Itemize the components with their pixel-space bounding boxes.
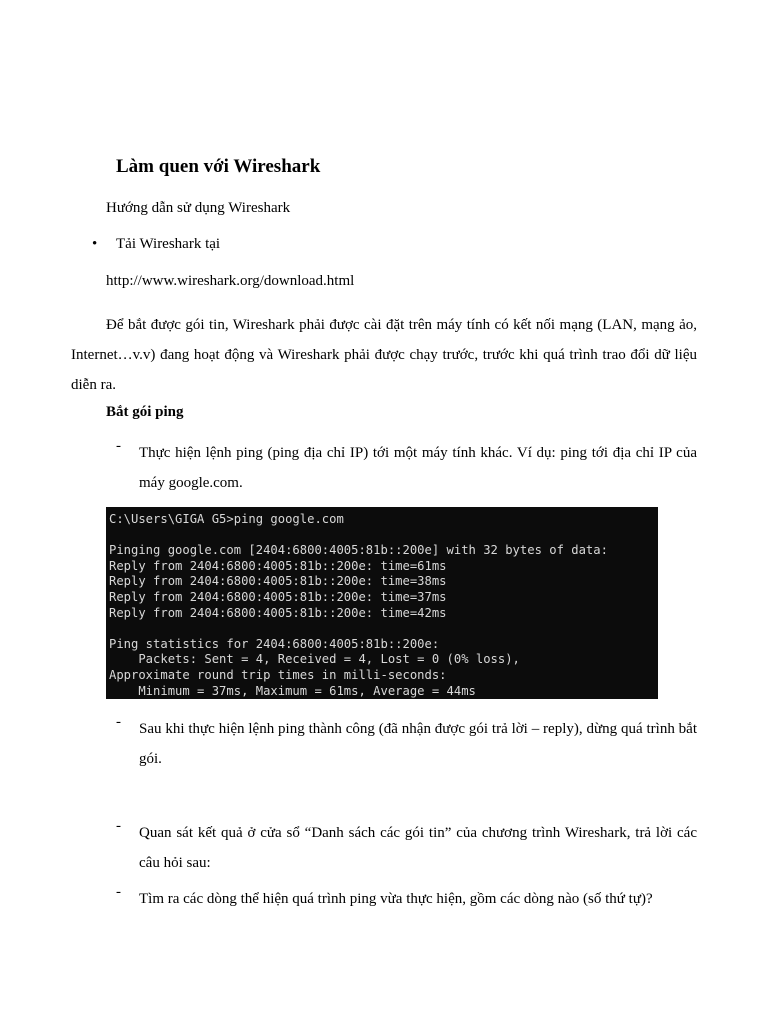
bullet-icon: • [92, 236, 98, 252]
command-prompt-screenshot [106, 507, 658, 699]
section-heading: Bắt gói ping [106, 404, 184, 420]
list-item-text: Quan sát kết quả ở cửa sổ “Danh sách các gói tin” của chương trình Wireshark, trả lời các câu hỏi sau: [139, 825, 697, 871]
console-line [109, 528, 658, 544]
list-item [116, 438, 697, 498]
console-line: Reply from 2404:6800:4005:81b::200e: time=42ms [109, 605, 447, 620]
console-line [109, 621, 658, 637]
console-line: Approximate round trip times in milli-seconds: [109, 667, 447, 682]
console-line: Reply from 2404:6800:4005:81b::200e: time=61ms [109, 558, 447, 573]
console-line: Reply from 2404:6800:4005:81b::200e: time=38ms [109, 574, 447, 589]
console-line: Minimum = 37ms, Maximum = 61ms, Average = 44ms [109, 683, 476, 698]
bullet-text: Tải Wireshark tại [116, 236, 221, 252]
console-line: C:\Users\GIGA G5>ping google.com [109, 512, 344, 526]
list-item-text: Tìm ra các dòng thể hiện quá trình ping vừa thực hiện, gồm các dòng nào (số thứ tự)? [139, 891, 653, 907]
list-item [116, 818, 697, 878]
dash-marker: - [116, 884, 121, 900]
list-item-text: Sau khi thực hiện lệnh ping thành công (đã nhận được gói trả lời – reply), dừng quá trình bắt gói. [139, 721, 697, 767]
document-subtitle: Hướng dẫn sử dụng Wireshark [106, 200, 291, 216]
list-item [116, 714, 697, 774]
list-item-text: Thực hiện lệnh ping (ping địa chỉ IP) tới một máy tính khác. Ví dụ: ping tới địa chỉ IP của máy google.com. [139, 445, 697, 491]
list-item [116, 884, 697, 914]
console-line: Ping statistics for 2404:6800:4005:81b::200e: [109, 636, 440, 651]
dash-marker: - [116, 714, 121, 730]
download-url: http://www.wireshark.org/download.html [106, 273, 355, 289]
console-line: Pinging google.com [2404:6800:4005:81b::200e] with 32 bytes of data: [109, 543, 608, 558]
intro-paragraph-text: Để bắt được gói tin, Wireshark phải được cài đặt trên máy tính có kết nối mạng (LAN, mạng ảo, Internet…v.v) đang hoạt động và Wireshark phải được chạy trước, trước khi quá trình trao đổi dữ liệu diễn ra. [71, 317, 697, 393]
console-line: Reply from 2404:6800:4005:81b::200e: time=37ms [109, 589, 447, 604]
dash-marker: - [116, 438, 121, 454]
console-line: Packets: Sent = 4, Received = 4, Lost = 0 (0% loss), [109, 652, 520, 667]
intro-paragraph [71, 310, 697, 400]
dash-marker: - [116, 818, 121, 834]
document-title: Làm quen với Wireshark [116, 156, 321, 177]
